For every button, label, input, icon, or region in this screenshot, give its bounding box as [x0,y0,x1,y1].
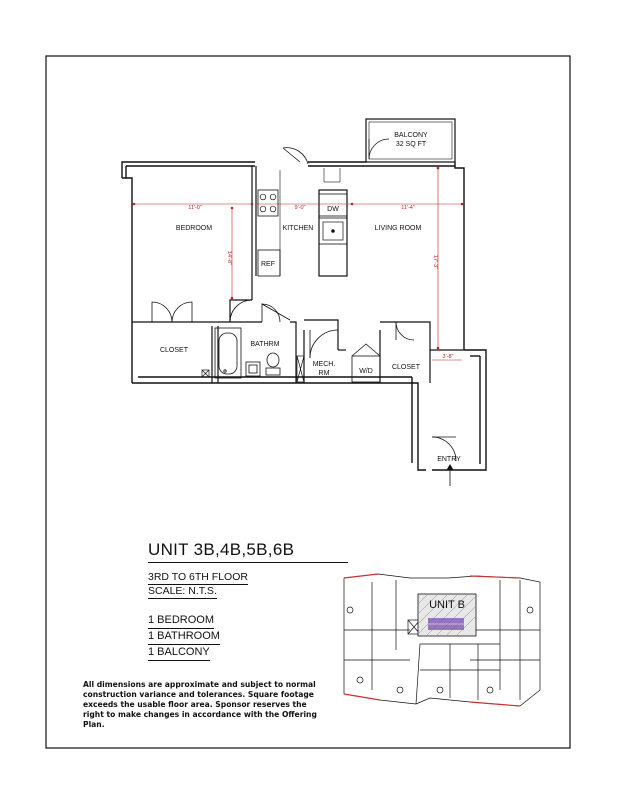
bathroom-fixtures [215,328,280,378]
living-room-label: LIVING ROOM [374,225,422,232]
bathroom-label: BATHRM [250,341,280,348]
bedroom-count: 1 BEDROOM [148,613,214,629]
washer-dryer-label: W/D [359,368,373,375]
floors-label: 3RD TO 6TH FLOOR [148,571,248,583]
entry-arrow-icon [447,465,453,486]
dimension-lines [133,167,463,360]
bedroom-label: BEDROOM [175,225,213,232]
closet-right-label: CLOSET [391,364,421,371]
floor-scale-info [148,571,348,599]
kitchen-label: KITCHEN [282,225,314,232]
key-plan-unit-label: UNIT B [429,599,465,611]
mech-room-label: MECH. [312,361,336,368]
refrigerator-label: REF [261,261,275,268]
mech-room-label-2: RM [318,370,330,377]
unit-title: UNIT 3B,4B,5B,6B [148,540,348,563]
scale-label: SCALE: N.T.S. [148,585,217,597]
entry-label: ENTRY [437,456,461,463]
bedroom-width-dimension: 11'-0" [188,205,202,211]
bedroom-depth-dimension: 14'-8" [226,250,232,266]
kitchen-sink [323,222,343,240]
title-block [148,540,348,661]
dishwasher-label: DW [327,206,339,213]
balcony-area-label: 32 SQ FT [395,141,427,148]
stove-burners [260,194,276,212]
balcony-label: BALCONY [394,132,428,139]
living-width-dimension: 11'-4" [401,205,415,211]
bathroom-count: 1 BATHROOM [148,629,220,645]
balcony-count: 1 BALCONY [148,645,210,661]
kitchen-width-dimension: 9'-0" [294,205,306,211]
living-depth-dimension: 17'-3" [432,254,438,270]
entry-offset-dimension: 3'-8" [442,354,454,360]
disclaimer-text: All dimensions are approximate and subject to normal construction variance and tolerances. Square footage exceeds the usable floor area. Sponsor reserves the right to make changes in accordance with the Offering Plan. [83,680,317,729]
unit-counts [148,613,348,661]
kitchen-door-swing [283,148,308,164]
closet-left-label: CLOSET [159,347,189,354]
